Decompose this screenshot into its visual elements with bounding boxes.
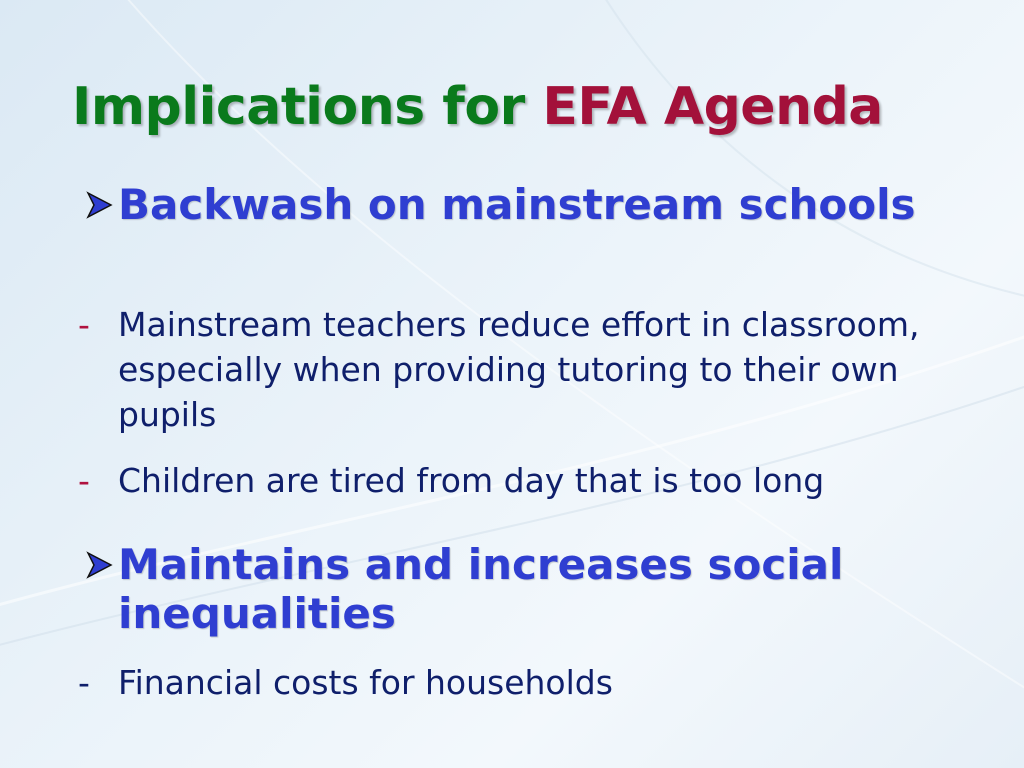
- title-part-red: EFA Agenda: [542, 77, 883, 137]
- bullet-inequalities: [84, 540, 944, 638]
- sub-item-financial: [78, 660, 958, 705]
- dash-marker: -: [78, 461, 90, 500]
- slide-title: [72, 72, 883, 142]
- arrowhead-bullet-icon: [84, 190, 114, 220]
- sub-item-text: Children are tired from day that is too long: [118, 461, 825, 500]
- arrowhead-bullet-icon: [84, 550, 114, 580]
- title-part-green: Implications for: [72, 77, 525, 137]
- sub-item-text: Mainstream teachers reduce effort in classroom, especially when providing tutoring to their own pupils: [118, 305, 920, 434]
- dash-marker: -: [78, 305, 90, 344]
- sub-item-children: [78, 458, 958, 503]
- dash-marker: -: [78, 663, 90, 702]
- bullet-text: Backwash on mainstream schools: [118, 180, 916, 229]
- sub-item-teachers: [78, 302, 958, 437]
- bullet-text: Maintains and increases social inequalities: [118, 540, 844, 638]
- bullet-backwash: [84, 180, 944, 229]
- sub-item-text: Financial costs for households: [118, 663, 613, 702]
